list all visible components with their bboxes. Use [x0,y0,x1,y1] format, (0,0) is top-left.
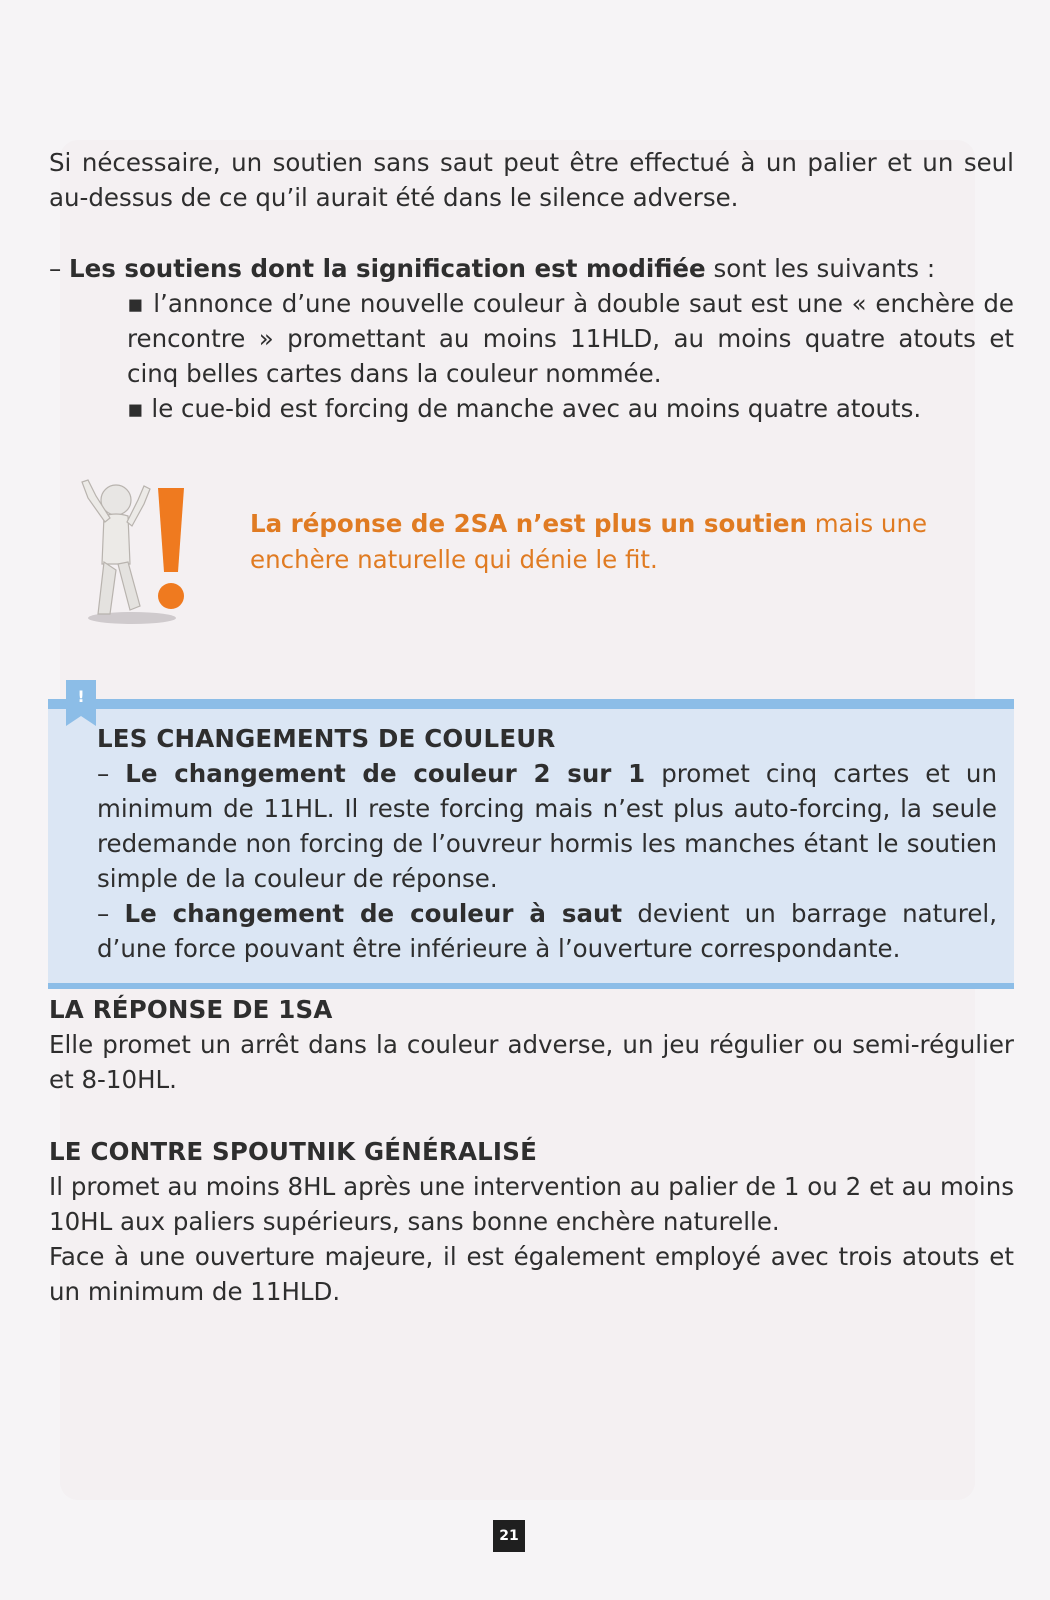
section-1sa [49,992,1014,1097]
box-item-1-rest: promet cinq cartes et un minimum de 11HL. Il reste forcing mais n’est plus auto-forcing, la seule redemande non forcing de l’ouvreur hormis les manches étant le soutien simple de la couleur de réponse. [97,759,997,893]
modified-supports-line [49,251,1014,286]
section-spoutnik-text-1: Il promet au moins 8HL après une intervention au palier de 1 ou 2 et au moins 10HL aux paliers supérieurs, sans bonne enchère naturelle. [49,1172,1014,1236]
box-item-1 [97,756,997,896]
bullet-item: ▪ le cue-bid est forcing de manche avec au moins quatre atouts. [127,394,922,423]
dash: – [49,254,70,283]
section-spoutnik-heading: LE CONTRE SPOUTNIK GÉNÉRALISÉ [49,1137,538,1166]
info-bookmark-icon [66,680,96,726]
intro-text: Si nécessaire, un soutien sans saut peut être effectué à un palier et un seul au-dessus de ce qu’il aurait été dans le silence adverse. [49,148,1014,212]
section-1sa-heading: LA RÉPONSE DE 1SA [49,995,333,1024]
modified-supports-bullets [127,286,1014,426]
box-item-2-rest: devient un barrage naturel, d’une force pouvant être inférieure à l’ouverture correspondante. [97,899,997,963]
page-number: 21 [493,1520,525,1552]
warning-bold: La réponse de 2SA n’est plus un soutien [250,509,807,538]
section-1sa-text: Elle promet un arrêt dans la couleur adverse, un jeu régulier ou semi-régulier et 8-10HL. [49,1030,1014,1094]
info-box-content [97,721,997,966]
box-heading: LES CHANGEMENTS DE COULEUR [97,724,556,753]
warning-rest: mais une enchère naturelle qui dénie le fit. [250,509,928,574]
modified-supports-bold: Les soutiens dont la signification est modifiée [69,254,706,283]
bookmark-exclamation: ! [77,687,85,706]
warning-text [250,506,950,578]
intro-paragraph [49,145,1014,215]
box-item-1-bold: Le changement de couleur 2 sur 1 [125,759,646,788]
alert-figure-icon [74,478,202,628]
dash: – [97,899,125,928]
dash: – [97,759,126,788]
box-item-2-bold: Le changement de couleur à saut [124,899,623,928]
bullet-item: ▪ l’annonce d’une nouvelle couleur à double saut est une « enchère de rencontre » promettant au moins 11HLD, au moins quatre atouts et cinq belles cartes dans la couleur nommée. [127,289,1014,388]
box-item-2 [97,896,997,966]
section-spoutnik-text-2: Face à une ouverture majeure, il est également employé avec trois atouts et un minimum de 11HLD. [49,1242,1014,1306]
modified-supports-rest: sont les suivants : [705,254,936,283]
section-spoutnik [49,1134,1014,1309]
